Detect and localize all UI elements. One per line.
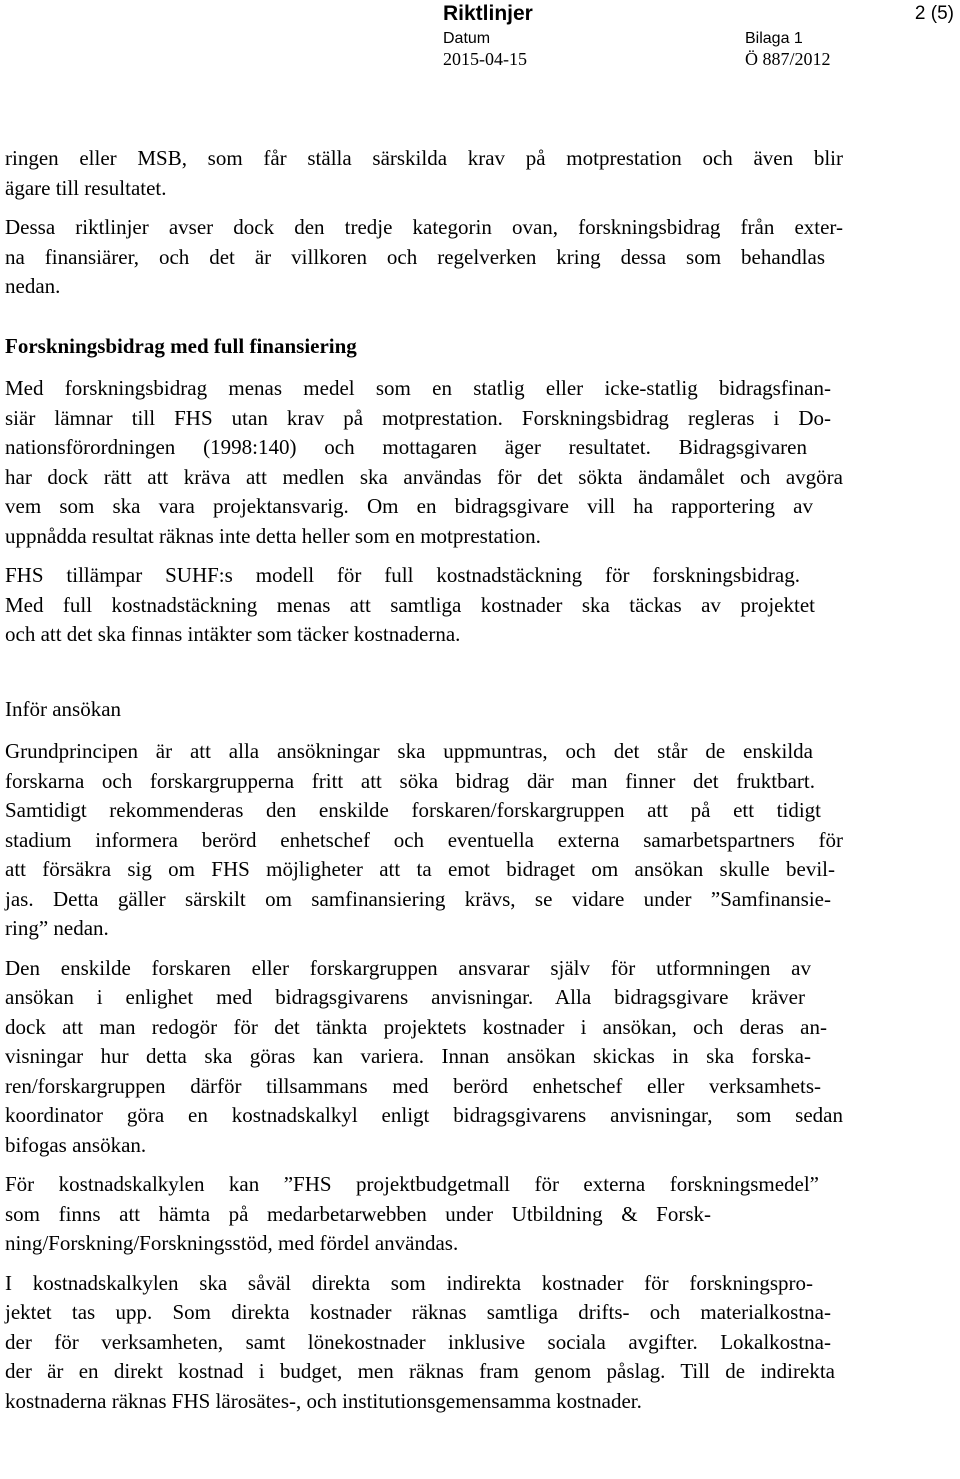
paragraph-continuation: [5, 144, 843, 203]
text-line: och att det ska finnas intäkter som täcker kostnaderna.: [5, 622, 461, 646]
text-line: stadium informera berörd enhetschef och eventuella externa samarbetspartners för: [5, 827, 843, 852]
paragraph-scope: [5, 213, 843, 302]
text-line: som finns att hämta på medarbetarwebben under Utbildning & Forsk-: [5, 1201, 711, 1226]
text-line: att försäkra sig om FHS möjligheter att ta emot bidraget om ansökan skulle bevil-: [5, 857, 835, 881]
text-line: siär lämnar till FHS utan krav på motprestation. Forskningsbidrag regleras i Do-: [5, 405, 831, 430]
date-label: Datum: [443, 30, 491, 47]
page-header: [0, 0, 960, 80]
text-line: Samtidigt rekommenderas den enskilde forskaren/forskargruppen att på ett tidigt: [5, 798, 821, 822]
text-line: Med full kostnadstäckning menas att samtliga kostnader ska täckas av projektet: [5, 592, 815, 617]
text-line: Grundprincipen är att alla ansökningar ska uppmuntras, och det står de enskilda: [5, 739, 813, 763]
text-line: der är en direkt kostnad i budget, men räknas fram genom påslag. Till de indirekta: [5, 1359, 835, 1383]
text-line: Den enskilde forskaren eller forskargruppen ansvarar själv för utformningen av: [5, 955, 811, 980]
text-line: koordinator göra en kostnadskalkyl enligt bidragsgivarens anvisningar, som sedan: [5, 1103, 843, 1127]
text-line: jektet tas upp. Som direkta kostnader räknas samtliga drifts- och materialkostna-: [5, 1300, 831, 1324]
section-heading-before-application: Inför ansökan: [5, 696, 122, 721]
paragraph-definition: [5, 374, 843, 551]
text-line: har dock rätt att kräva att medlen ska användas för det sökta ändamålet och avgöra: [5, 464, 843, 489]
text-line: Med forskningsbidrag menas medel som en statlig eller icke-statlig bidragsfinan-: [5, 376, 831, 400]
text-line: forskarna och forskargrupperna fritt att söka bidrag där man finner det fruktbart.: [5, 768, 815, 793]
text-line: ansökan i enlighet med bidragsgivarens anvisningar. Alla bidragsgivare kräver: [5, 985, 805, 1009]
document-body: [5, 144, 843, 1426]
section-heading-full-funding: Forskningsbidrag med full finansiering: [5, 333, 357, 358]
text-line: bifogas ansökan.: [5, 1132, 147, 1157]
text-line: I kostnadskalkylen ska såväl direkta som indirekta kostnader för forskningspro-: [5, 1270, 813, 1295]
text-line: der för verksamheten, samt lönekostnader inklusive sociala avgifter. Lokalkostna-: [5, 1329, 831, 1354]
page-number: 2 (5): [914, 3, 954, 24]
text-line: vem som ska vara projektansvarig. Om en bidragsgivare vill ha rapportering av: [5, 494, 813, 518]
text-line: Dessa riktlinjer avser dock den tredje kategorin ovan, forskningsbidrag från exter-: [5, 215, 843, 239]
text-line: na finansiärer, och det är villkoren och regelverken kring dessa som behandlas: [5, 244, 825, 269]
document-title: Riktlinjer: [443, 2, 533, 25]
paragraph-responsibility: [5, 954, 843, 1161]
text-line: För kostnadskalkylen kan ”FHS projektbudgetmall för externa forskningsmedel”: [5, 1172, 819, 1196]
text-line: dock att man redogör för det tänkta projektets kostnader i ansökan, och deras an-: [5, 1014, 827, 1039]
text-line: FHS tillämpar SUHF:s modell för full kostnadstäckning för forskningsbidrag.: [5, 563, 800, 587]
date-value: 2015-04-15: [443, 49, 527, 69]
text-line: nedan.: [5, 274, 61, 298]
text-line: kostnaderna räknas FHS lärosätes-, och institutionsgemensamma kostnader.: [5, 1388, 642, 1413]
paragraph-cost-coverage: [5, 561, 843, 650]
text-line: jas. Detta gäller särskilt om samfinansiering krävs, se vidare under ”Samfinansie-: [5, 886, 831, 911]
paragraph-principle: [5, 737, 843, 944]
text-line: ringen eller MSB, som får ställa särskilda krav på motprestation och även blir: [5, 146, 843, 170]
text-line: ägare till resultatet.: [5, 175, 167, 200]
text-line: ren/forskargruppen därför tillsammans med berörd enhetschef eller verksamhets-: [5, 1073, 821, 1098]
attachment-label: Bilaga 1: [745, 30, 803, 47]
text-line: uppnådda resultat räknas inte detta heller som en motprestation.: [5, 523, 541, 548]
reference-number: Ö 887/2012: [745, 49, 831, 69]
text-line: visningar hur detta ska göras kan variera. Innan ansökan skickas in ska forska-: [5, 1044, 811, 1068]
paragraph-budget-template: [5, 1170, 843, 1259]
paragraph-cost-calculation: [5, 1269, 843, 1417]
text-line: ning/Forskning/Forskningsstöd, med fördel användas.: [5, 1231, 459, 1255]
text-line: ring” nedan.: [5, 916, 109, 940]
text-line: nationsförordningen (1998:140) och mottagaren äger resultatet. Bidragsgivaren: [5, 435, 807, 459]
